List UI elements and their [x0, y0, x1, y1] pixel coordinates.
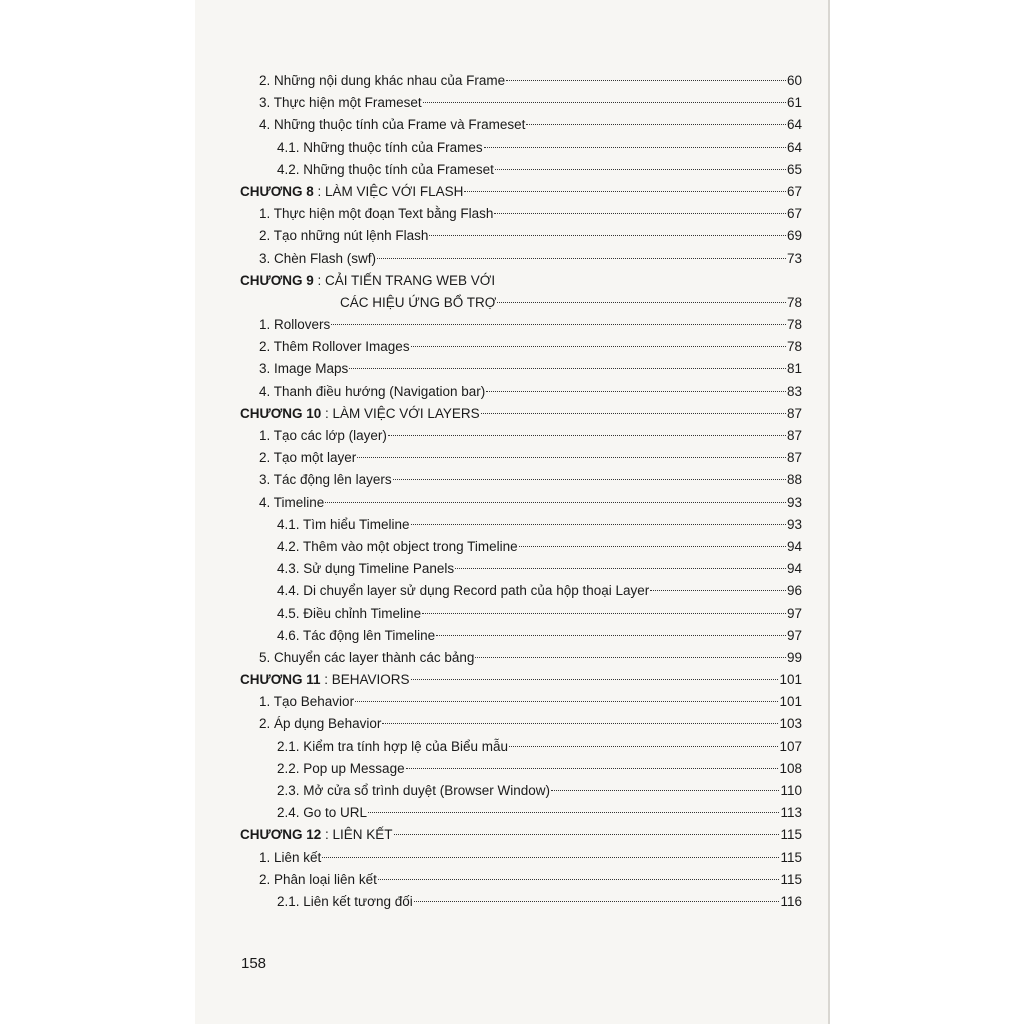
toc-entry-row: [240, 647, 802, 669]
toc-page-number: 113: [780, 805, 802, 821]
toc-page-number: 97: [786, 605, 802, 621]
toc-entry-label: 2.1. Liên kết tương đối: [277, 893, 413, 909]
chapter-title: : BEHAVIORS: [320, 672, 410, 688]
toc-entry-label: 4.3. Sử dụng Timeline Panels: [277, 561, 455, 577]
dot-leader: [497, 302, 786, 303]
toc-entry-label: 2. Áp dụng Behavior: [259, 716, 382, 732]
dot-leader: [455, 568, 786, 569]
toc-entry-label: 3. Thực hiện một Frameset: [259, 95, 422, 111]
toc-entry-label: 2. Những nội dung khác nhau của Frame: [259, 73, 506, 88]
page-edge: [828, 0, 830, 1024]
toc-page-number: 81: [786, 361, 802, 377]
toc-entry-label: [240, 181, 463, 203]
toc-entry-label: 3. Image Maps: [259, 361, 349, 377]
toc-chapter-row: [240, 181, 802, 203]
toc-entry-label: 2. Phân loại liên kết: [259, 871, 377, 887]
toc-entry-row: [240, 314, 802, 336]
toc-entry-row: [240, 92, 802, 114]
toc-entry-row: [240, 425, 802, 447]
toc-entry-label: [240, 403, 480, 425]
toc-entry-row: [240, 137, 802, 159]
dot-leader: [411, 679, 779, 680]
toc-page-number: 115: [780, 871, 802, 887]
toc-entry-label: [240, 824, 393, 846]
dot-leader: [357, 457, 786, 458]
toc-page-number: 65: [786, 161, 802, 177]
dot-leader: [393, 479, 786, 480]
page-number: 158: [241, 955, 267, 972]
toc-page-number: 64: [786, 117, 802, 133]
toc-chapter-row: [240, 824, 802, 846]
toc-page-number: 61: [786, 95, 802, 111]
toc-entry-row: [240, 780, 802, 802]
toc-entry-label: 4.4. Di chuyển layer sử dụng Record path của hộp thoại Layer: [277, 583, 650, 599]
dot-leader: [331, 324, 786, 325]
toc-entry-label: 1. Rollovers: [259, 317, 331, 333]
chapter-title: : LIÊN KẾT: [321, 827, 393, 843]
toc-entry-row: [240, 847, 802, 869]
toc-entry-row: [240, 358, 802, 380]
chapter-number: CHƯƠNG 12: [240, 827, 322, 843]
toc-page-number: 78: [786, 339, 802, 355]
toc-page-number: 93: [786, 516, 802, 532]
toc-entry-label: 4.2. Những thuộc tính của Frameset: [277, 161, 494, 177]
toc-entry-label: 2.2. Pop up Message: [277, 760, 405, 776]
toc-page-number: 97: [786, 627, 802, 643]
toc-page-number: 78: [786, 294, 802, 310]
toc-chapter-row: [240, 270, 802, 292]
chapter-number: CHƯƠNG 9: [240, 272, 314, 288]
dot-leader: [509, 746, 778, 747]
toc-page-number: 73: [786, 250, 802, 266]
dot-leader: [382, 723, 778, 724]
dot-leader: [484, 147, 786, 148]
toc-entry-row: [240, 514, 802, 536]
dot-leader: [429, 235, 786, 236]
toc-entry-row: [240, 203, 802, 225]
toc-page-number: 115: [780, 827, 802, 843]
chapter-title: : CẢI TIẾN TRANG WEB VỚI: [313, 272, 496, 288]
toc-entry-row: [240, 536, 802, 558]
toc-entry-label: 2.1. Kiểm tra tính hợp lệ của Biểu mẫu: [277, 738, 508, 754]
toc-entry-label: 3. Chèn Flash (swf): [259, 250, 377, 266]
dot-leader: [414, 901, 780, 902]
toc-entry-row: [240, 758, 802, 780]
toc-entry-row: [240, 736, 802, 758]
toc-entry-row: [240, 691, 802, 713]
toc-entry-label: 2. Tạo những nút lệnh Flash: [259, 228, 429, 244]
toc-entry-label: 4. Thanh điều hướng (Navigation bar): [259, 383, 486, 399]
toc-entry-label: 2.4. Go to URL: [277, 805, 368, 821]
toc-entry-label: 4.2. Thêm vào một object trong Timeline: [277, 538, 518, 554]
dot-leader: [406, 768, 779, 769]
toc-entry-label: 2. Thêm Rollover Images: [259, 339, 410, 355]
dot-leader: [388, 435, 786, 436]
toc-entry-row: [240, 625, 802, 647]
toc-entry-row: [240, 469, 802, 491]
toc-page-number: 67: [786, 206, 802, 222]
toc-page-number: 107: [779, 738, 802, 754]
toc-entry-row: [240, 492, 802, 514]
toc-entry-label: 4.5. Điều chỉnh Timeline: [277, 605, 422, 621]
toc-entry-row: [240, 802, 802, 824]
toc-entry-label: 1. Tạo Behavior: [259, 694, 355, 710]
toc-page-number: 83: [786, 383, 802, 399]
dot-leader: [355, 701, 778, 702]
toc-page-number: 88: [786, 472, 802, 488]
dot-leader: [506, 80, 786, 81]
chapter-title: : LÀM VIỆC VỚI FLASH: [313, 183, 464, 199]
toc-page-number: 87: [786, 450, 802, 466]
toc-entry-label: 4. Timeline: [259, 494, 325, 510]
toc-entry-row: [240, 869, 802, 891]
toc-entry-label: 1. Liên kết: [259, 849, 322, 865]
table-of-contents: [240, 70, 802, 913]
toc-entry-row: [240, 248, 802, 270]
chapter-title: : LÀM VIỆC VỚI LAYERS: [321, 405, 480, 421]
dot-leader: [325, 502, 786, 503]
toc-entry-label: 1. Tạo các lớp (layer): [259, 428, 387, 443]
dot-leader: [481, 413, 786, 414]
toc-entry-row: [240, 891, 802, 913]
dot-leader: [377, 258, 786, 259]
toc-entry-label: [240, 270, 495, 292]
toc-entry-label: 4.1. Tìm hiểu Timeline: [277, 516, 410, 532]
toc-entry-label: 5. Chuyển các layer thành các bảng: [259, 649, 475, 665]
dot-leader: [650, 590, 786, 591]
toc-page-number: 94: [786, 561, 802, 577]
dot-leader: [411, 346, 786, 347]
dot-leader: [526, 124, 786, 125]
toc-page-number: 78: [786, 317, 802, 333]
toc-entry-row: [240, 381, 802, 403]
dot-leader: [551, 790, 779, 791]
toc-page-number: 101: [779, 694, 802, 710]
toc-page-number: 60: [786, 73, 802, 88]
toc-entry-label: [240, 669, 410, 691]
dot-leader: [394, 834, 780, 835]
toc-entry-row: [240, 225, 802, 247]
toc-entry-label: 4.1. Những thuộc tính của Frames: [277, 139, 483, 155]
toc-page-number: 87: [786, 428, 802, 443]
toc-page-number: 94: [786, 538, 802, 554]
chapter-number: CHƯƠNG 8: [240, 183, 314, 199]
toc-entry-label: 2. Tạo một layer: [259, 450, 357, 466]
dot-leader: [349, 368, 786, 369]
dot-leader: [378, 879, 780, 880]
toc-page-number: 87: [786, 405, 802, 421]
chapter-number: CHƯƠNG 11: [240, 672, 321, 688]
toc-entry-row: [240, 603, 802, 625]
toc-entry-label: 4. Những thuộc tính của Frame và Frameset: [259, 117, 526, 133]
toc-entry-label: 4.6. Tác động lên Timeline: [277, 627, 436, 643]
toc-entry-row: [240, 159, 802, 181]
toc-entry-row: [240, 292, 802, 314]
dot-leader: [411, 524, 786, 525]
dot-leader: [423, 102, 786, 103]
dot-leader: [436, 635, 786, 636]
toc-entry-row: [240, 114, 802, 136]
toc-page-number: 103: [779, 716, 802, 732]
toc-page-number: 67: [786, 183, 802, 199]
toc-page-number: 69: [786, 228, 802, 244]
dot-leader: [322, 857, 779, 858]
toc-page-number: 101: [779, 672, 802, 688]
toc-entry-row: [240, 713, 802, 735]
toc-page-number: 116: [780, 893, 802, 909]
toc-page-number: 93: [786, 494, 802, 510]
dot-leader: [475, 657, 786, 658]
toc-entry-label: 3. Tác động lên layers: [259, 472, 392, 488]
toc-entry-row: [240, 70, 802, 92]
toc-entry-row: [240, 580, 802, 602]
toc-chapter-row: [240, 403, 802, 425]
dot-leader: [494, 213, 786, 214]
toc-page-number: 99: [786, 649, 802, 665]
dot-leader: [486, 391, 786, 392]
toc-entry-row: [240, 558, 802, 580]
toc-page-number: 108: [779, 760, 802, 776]
toc-page-number: 110: [780, 783, 802, 798]
dot-leader: [519, 546, 786, 547]
toc-page-number: 115: [780, 849, 802, 865]
dot-leader: [464, 191, 786, 192]
chapter-number: CHƯƠNG 10: [240, 405, 322, 421]
toc-entry-label: 1. Thực hiện một đoạn Text bằng Flash: [259, 206, 494, 222]
dot-leader: [495, 169, 786, 170]
dot-leader: [422, 613, 786, 614]
dot-leader: [368, 812, 779, 813]
toc-entry-label: CÁC HIỆU ỨNG BỔ TRỢ: [340, 294, 497, 310]
toc-page-number: 96: [786, 583, 802, 599]
toc-page-number: 64: [786, 139, 802, 155]
toc-entry-row: [240, 447, 802, 469]
toc-entry-label: 2.3. Mở cửa sổ trình duyệt (Browser Window): [277, 783, 550, 798]
toc-chapter-row: [240, 669, 802, 691]
toc-entry-row: [240, 336, 802, 358]
